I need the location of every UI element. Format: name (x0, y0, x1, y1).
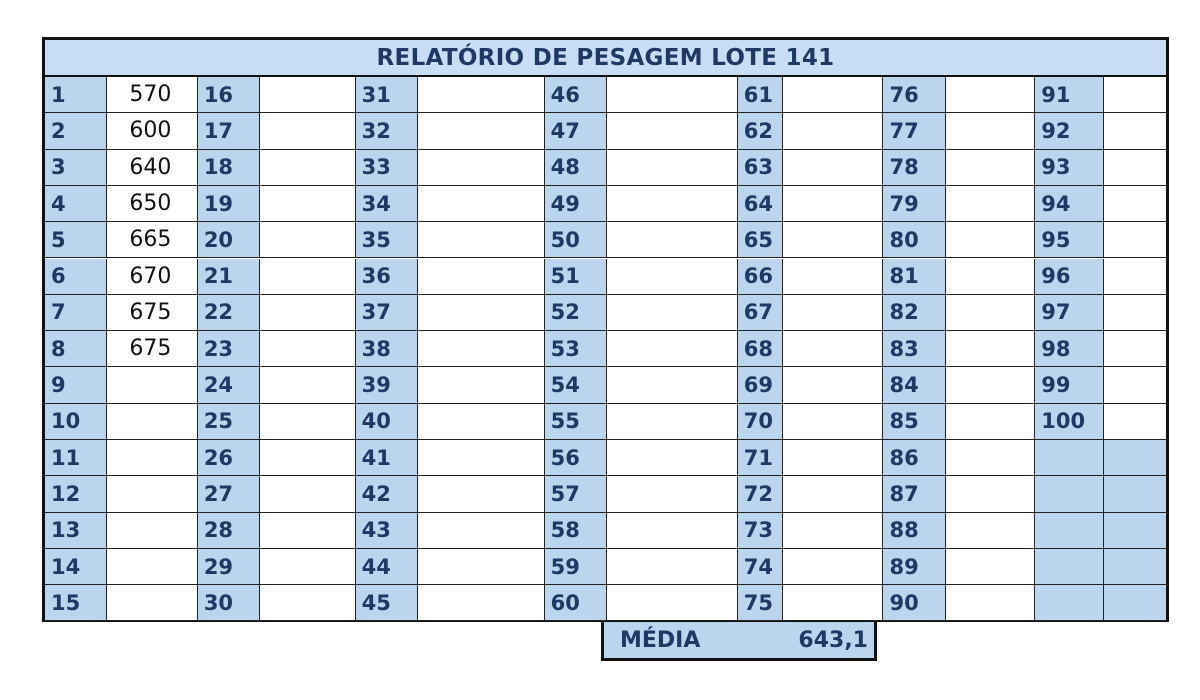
lot-number-cell: 36 (356, 259, 418, 295)
lot-number-cell: 95 (1035, 222, 1103, 258)
weight-value-cell (607, 150, 738, 186)
lot-number-cell: 69 (738, 367, 783, 403)
lot-number-cell: 97 (1035, 295, 1103, 331)
weight-value-cell (783, 513, 884, 549)
lot-number-cell: 60 (545, 585, 607, 621)
lot-number-cell: 23 (198, 331, 260, 367)
weight-value-cell (418, 77, 545, 113)
lot-number-cell: 52 (545, 295, 607, 331)
weight-value-cell (783, 295, 884, 331)
weight-value-cell (260, 222, 356, 258)
lot-number-cell: 70 (738, 404, 783, 440)
lot-number-cell: 15 (45, 585, 107, 621)
lot-number-cell: 33 (356, 150, 418, 186)
lot-number-cell: 98 (1035, 331, 1103, 367)
weight-value-cell (418, 404, 545, 440)
weight-value-cell: 650 (107, 186, 197, 222)
lot-number-cell: 90 (883, 585, 945, 621)
lot-number-cell: 34 (356, 186, 418, 222)
weight-value-cell (607, 476, 738, 512)
weight-value-cell (107, 476, 197, 512)
lot-number-cell: 53 (545, 331, 607, 367)
lot-number-cell: 68 (738, 331, 783, 367)
weight-value-cell (946, 113, 1035, 149)
weight-value-cell (418, 549, 545, 585)
lot-number-cell: 67 (738, 295, 783, 331)
lot-number-cell: 49 (545, 186, 607, 222)
weight-value-cell (1104, 222, 1166, 258)
lot-number-cell: 22 (198, 295, 260, 331)
lot-number-cell: 21 (198, 259, 260, 295)
lot-number-cell: 48 (545, 150, 607, 186)
lot-number-cell: 20 (198, 222, 260, 258)
weight-value-cell (260, 77, 356, 113)
lot-number-cell: 86 (883, 440, 945, 476)
weight-value-cell: 670 (107, 259, 197, 295)
lot-number-cell: 28 (198, 513, 260, 549)
lot-number-cell: 1 (45, 77, 107, 113)
weight-value-cell (783, 77, 884, 113)
lot-number-cell: 4 (45, 186, 107, 222)
lot-number-cell: 80 (883, 222, 945, 258)
lot-number-cell: 54 (545, 367, 607, 403)
weight-value-cell (1104, 259, 1166, 295)
lot-number-cell: 38 (356, 331, 418, 367)
weight-value-cell (946, 404, 1035, 440)
lot-number-cell: 27 (198, 476, 260, 512)
weight-value-cell: 640 (107, 150, 197, 186)
weight-value-cell: 675 (107, 331, 197, 367)
lot-number-cell: 13 (45, 513, 107, 549)
weight-value-cell (783, 440, 884, 476)
weight-value-cell (946, 295, 1035, 331)
weight-value-cell (418, 440, 545, 476)
report-title: RELATÓRIO DE PESAGEM LOTE 141 (45, 40, 1166, 77)
lot-number-cell: 8 (45, 331, 107, 367)
weight-value-cell (1104, 513, 1166, 549)
weight-value-cell (607, 513, 738, 549)
lot-number-cell: 43 (356, 513, 418, 549)
lot-number-cell: 26 (198, 440, 260, 476)
lot-number-cell: 3 (45, 150, 107, 186)
lot-number-cell: 59 (545, 549, 607, 585)
average-value: 643,1 (798, 627, 868, 653)
weight-value-cell (946, 440, 1035, 476)
weight-value-cell (607, 404, 738, 440)
lot-number-cell: 63 (738, 150, 783, 186)
weight-value-cell (607, 585, 738, 621)
lot-number-cell: 37 (356, 295, 418, 331)
lot-number-cell: 9 (45, 367, 107, 403)
lot-number-cell: 31 (356, 77, 418, 113)
weight-value-cell (783, 222, 884, 258)
weight-value-cell (783, 367, 884, 403)
lot-number-cell: 45 (356, 585, 418, 621)
weight-value-cell (260, 476, 356, 512)
weight-value-cell: 570 (107, 77, 197, 113)
weight-value-cell (1104, 150, 1166, 186)
weight-value-cell (783, 331, 884, 367)
weight-value-cell (783, 404, 884, 440)
lot-number-cell (1035, 585, 1103, 621)
weight-value-cell (783, 259, 884, 295)
weight-value-cell (607, 259, 738, 295)
lot-number-cell: 91 (1035, 77, 1103, 113)
lot-number-cell: 73 (738, 513, 783, 549)
weight-value-cell (946, 367, 1035, 403)
lot-number-cell: 81 (883, 259, 945, 295)
weight-value-cell (946, 476, 1035, 512)
weight-value-cell (1104, 331, 1166, 367)
lot-number-cell: 71 (738, 440, 783, 476)
weight-value-cell (946, 77, 1035, 113)
lot-number-cell: 74 (738, 549, 783, 585)
lot-number-cell: 25 (198, 404, 260, 440)
lot-number-cell: 83 (883, 331, 945, 367)
lot-number-cell: 92 (1035, 113, 1103, 149)
weight-value-cell (1104, 367, 1166, 403)
weight-value-cell (946, 549, 1035, 585)
weight-value-cell (260, 150, 356, 186)
weight-value-cell (260, 295, 356, 331)
weight-value-cell (107, 585, 197, 621)
lot-number-cell: 58 (545, 513, 607, 549)
lot-number-cell: 29 (198, 549, 260, 585)
weight-value-cell (946, 186, 1035, 222)
lot-number-cell (1035, 440, 1103, 476)
lot-number-cell: 87 (883, 476, 945, 512)
average-label: MÉDIA (620, 627, 701, 653)
lot-number-cell: 6 (45, 259, 107, 295)
lot-number-cell: 50 (545, 222, 607, 258)
weight-value-cell (418, 585, 545, 621)
weight-value-cell (607, 440, 738, 476)
lot-number-cell: 41 (356, 440, 418, 476)
weight-value-cell (946, 331, 1035, 367)
weight-value-cell (260, 331, 356, 367)
weight-value-cell (260, 259, 356, 295)
weight-value-cell (107, 367, 197, 403)
lot-number-cell: 93 (1035, 150, 1103, 186)
lot-number-cell: 18 (198, 150, 260, 186)
weight-value-cell (783, 549, 884, 585)
weight-value-cell (1104, 113, 1166, 149)
weight-value-cell (607, 331, 738, 367)
lot-number-cell: 51 (545, 259, 607, 295)
weight-value-cell (107, 549, 197, 585)
weight-value-cell (946, 513, 1035, 549)
lot-number-cell: 100 (1035, 404, 1103, 440)
weight-value-cell (946, 222, 1035, 258)
lot-number-cell: 44 (356, 549, 418, 585)
lot-number-cell: 39 (356, 367, 418, 403)
weight-value-cell (946, 585, 1035, 621)
weight-value-cell (418, 113, 545, 149)
weight-value-cell (783, 186, 884, 222)
lot-number-cell (1035, 513, 1103, 549)
lot-number-cell: 64 (738, 186, 783, 222)
weight-value-cell (107, 440, 197, 476)
weight-value-cell (260, 367, 356, 403)
weight-value-cell (418, 150, 545, 186)
lot-number-cell: 96 (1035, 259, 1103, 295)
weight-value-cell (783, 150, 884, 186)
lot-number-cell: 16 (198, 77, 260, 113)
weight-value-cell (1104, 440, 1166, 476)
lot-number-cell (1035, 476, 1103, 512)
lot-number-cell: 84 (883, 367, 945, 403)
lot-number-cell: 89 (883, 549, 945, 585)
lot-number-cell: 72 (738, 476, 783, 512)
lot-number-cell: 79 (883, 186, 945, 222)
weight-value-cell (607, 549, 738, 585)
lot-number-cell: 17 (198, 113, 260, 149)
lot-number-cell: 14 (45, 549, 107, 585)
lot-number-cell: 46 (545, 77, 607, 113)
weight-value-cell (1104, 549, 1166, 585)
weight-value-cell (260, 549, 356, 585)
weight-value-cell (418, 476, 545, 512)
lot-number-cell: 5 (45, 222, 107, 258)
lot-number-cell: 11 (45, 440, 107, 476)
weight-value-cell (418, 513, 545, 549)
lot-number-cell: 57 (545, 476, 607, 512)
weight-value-cell (1104, 186, 1166, 222)
weight-value-cell (260, 186, 356, 222)
weight-value-cell (260, 440, 356, 476)
lot-number-cell: 88 (883, 513, 945, 549)
weight-value-cell (946, 150, 1035, 186)
lot-number-cell (1035, 549, 1103, 585)
lot-number-cell: 10 (45, 404, 107, 440)
weight-value-cell (1104, 476, 1166, 512)
lot-number-cell: 82 (883, 295, 945, 331)
lot-number-cell: 78 (883, 150, 945, 186)
weight-value-cell: 665 (107, 222, 197, 258)
weight-value-cell (107, 513, 197, 549)
lot-number-cell: 32 (356, 113, 418, 149)
lot-number-cell: 30 (198, 585, 260, 621)
lot-number-cell: 2 (45, 113, 107, 149)
lot-number-cell: 62 (738, 113, 783, 149)
weight-value-cell (1104, 404, 1166, 440)
weight-value-cell (607, 113, 738, 149)
lot-number-cell: 24 (198, 367, 260, 403)
lot-number-cell: 85 (883, 404, 945, 440)
lot-number-cell: 12 (45, 476, 107, 512)
weight-value-cell (260, 585, 356, 621)
weight-value-cell (607, 186, 738, 222)
weight-value-cell (418, 331, 545, 367)
weight-value-cell (783, 113, 884, 149)
weight-value-cell: 600 (107, 113, 197, 149)
weight-value-cell: 675 (107, 295, 197, 331)
lot-number-cell: 77 (883, 113, 945, 149)
weight-value-cell (946, 259, 1035, 295)
lot-number-cell: 56 (545, 440, 607, 476)
weight-value-cell (1104, 77, 1166, 113)
weight-value-cell (418, 367, 545, 403)
weight-value-cell (260, 513, 356, 549)
weight-value-cell (418, 295, 545, 331)
weight-value-cell (418, 186, 545, 222)
lot-number-cell: 94 (1035, 186, 1103, 222)
weighing-report-table (42, 37, 1169, 622)
weight-value-cell (1104, 585, 1166, 621)
lot-number-cell: 76 (883, 77, 945, 113)
lot-number-cell: 7 (45, 295, 107, 331)
weight-value-cell (783, 585, 884, 621)
lot-number-cell: 55 (545, 404, 607, 440)
lot-number-cell: 65 (738, 222, 783, 258)
lot-number-cell: 35 (356, 222, 418, 258)
weight-value-cell (607, 295, 738, 331)
weight-value-cell (607, 77, 738, 113)
lot-number-cell: 61 (738, 77, 783, 113)
lot-number-cell: 47 (545, 113, 607, 149)
weight-value-cell (260, 113, 356, 149)
lot-number-cell: 75 (738, 585, 783, 621)
lot-number-cell: 42 (356, 476, 418, 512)
weight-value-cell (107, 404, 197, 440)
weight-value-cell (418, 259, 545, 295)
weight-value-cell (260, 404, 356, 440)
lot-number-cell: 66 (738, 259, 783, 295)
weight-value-cell (783, 476, 884, 512)
lot-number-cell: 99 (1035, 367, 1103, 403)
weight-value-cell (1104, 295, 1166, 331)
weight-value-cell (607, 222, 738, 258)
lot-number-cell: 19 (198, 186, 260, 222)
lot-number-cell: 40 (356, 404, 418, 440)
weight-value-cell (607, 367, 738, 403)
average-row (601, 622, 877, 661)
weight-value-cell (418, 222, 545, 258)
